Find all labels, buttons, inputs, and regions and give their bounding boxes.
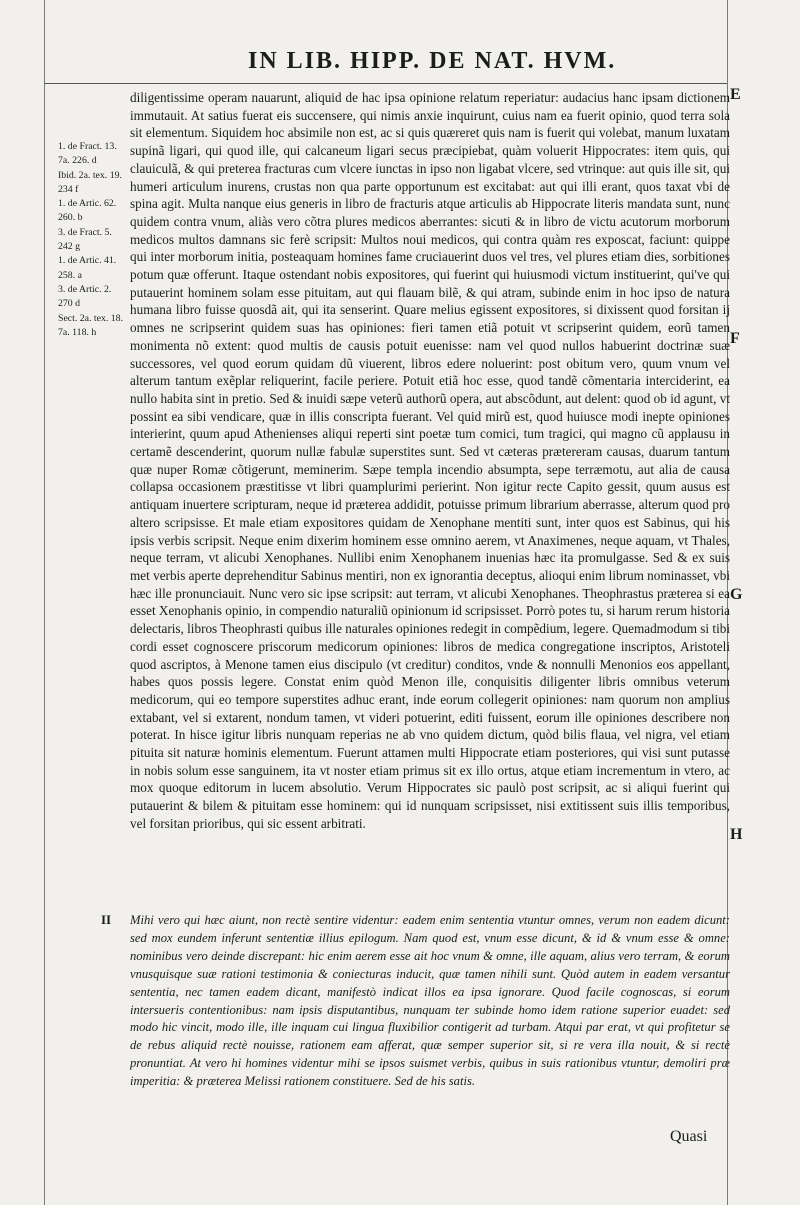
margin-note: 7a. 226. d	[58, 155, 97, 167]
margin-notes	[58, 140, 138, 340]
margin-note: 3. de Artic. 2.	[58, 283, 112, 295]
italic-paragraph: Mihi vero qui hæc aiunt, non rectè sentire videntur: eadem enim sententia vtuntur omnes, verum non eadem dicunt: sed mox eundem inferunt sententiæ illius epilogum. Nam quod est, vnum esse dicunt, & id & vnum esse & omne: nominibus vero deinde discrepant: hic enim aerem esse ait hoc vnum & omne, ille aquam, alius vero terram, & eorum vnusquisque suæ rationi testimonia & coniecturas inducit, quæ tamen nihili sunt. Quòd autem in eadem versantur sententia, nec tamen eadem dicant, manifestò indicat illos ea ipsa ignorare. Quod facile cognoscas, si eorum intersueris contentionibus: nam ipsis disputantibus, nunquam ter subinde homo idem ratione superior euadet: sed modo hic vincit, modo ille, ille inquam cui lingua fluxibilior contigerit ad turbam. Atqui par erat, vt qui profitetur se de rebus aliquid rectè nouisse, rationem eam afferat, quæ semper superior sit, si re vera illa nouit, & si rectè pronuntiat. At vero hi homines videntur mihi se ipsos suismet verbis, quibus in suis rationibus vtuntur, demoliri præ imperitia: & præterea Melissi rationem constituere. Sed de his satis.	[130, 913, 730, 1089]
margin-note: 1. de Artic. 41.	[58, 255, 117, 267]
italic-commentary	[130, 912, 730, 1091]
margin-note: 1. de Fract. 13.	[58, 141, 117, 152]
margin-note: 234 f	[58, 183, 79, 195]
main-text-block	[130, 89, 730, 833]
header-rule	[44, 83, 727, 84]
catchword: Quasi	[670, 1128, 708, 1145]
marginal-letter-h: H	[730, 826, 743, 843]
section-number: II	[101, 912, 112, 927]
margin-note: Sect. 2a. tex. 18.	[58, 312, 124, 324]
marginal-letter-g: G	[730, 586, 743, 603]
margin-note: 1. de Artic. 62.	[58, 198, 117, 210]
margin-note: 270 d	[58, 298, 81, 310]
left-margin-rule	[44, 0, 45, 1205]
margin-note: 260. b	[58, 212, 83, 224]
margin-note: 7a. 118. h	[58, 326, 97, 338]
margin-note: 3. de Fract. 5.	[58, 226, 112, 238]
running-head: IN LIB. HIPP. DE NAT. HVM.	[248, 48, 617, 74]
margin-note: 258. a	[58, 269, 82, 281]
marginal-letter-f: F	[730, 330, 740, 347]
margin-note: Ibid. 2a. tex. 19.	[58, 169, 122, 181]
margin-note: 242 g	[58, 241, 81, 253]
main-paragraph: diligentissime operam nauarunt, aliquid de hac ipsa opinione relatum reperiatur: audacius hanc ipsam dictionem immutauit. At satius fuerat eis succensere, qui nimis anxie inquirunt, cuius nam ea fuerit opinio, quod terra sola sit elementum. Siquidem hoc absimile non est, ac si quis quæreret quis nam is fuerit qui volebat, manum luxatam supinã ligari, qui quod ille, qui calcaneum ligari secus præcipiebat, quàm voluerit Hippocrates: item quis, qui clauiculã, & qui preterea fracturas cum vlcere iunctas in ipso non ligabat vlcere, sed vtrinque: aut quis ille sit, qui humeri articulum inurens, crustas non qua parte opportunum est excitabat: aut qui illi erant, quos taxat vbi de spina agit. Multa nanque eius generis in libro de fracturis atque articulis ab Hippocrate literis mandata sunt, nunc quidem contra vnum, aliàs vero cõtra plures medicos aberrantes: sicuti & in libro de victu acutorum morborum medicos multos damnans sic ferè scripsit: Multos noui medicos, qui contra quàm res exposcat, faciunt: quippe qui inter morborum initia, posteaquam homines fame cruciauerint duos vel tres, vel plures etiam dies, sorbitiones potum quæ offerunt. Itaque ostendant nobis expositores, qui fuerint qui huiusmodi victum instituerint, qui've qui putauerint hominem solam esse pituitam, aut qui flauam bilẽ, & qui atram, subinde enim in hoc ipso de natura humana libro fuisse quosdã ait, qui ita senserint. Quare melius egissent expositores, si dixissent quod forsitan ij omnes ne scripserint quidem suas has opiniones: fieri tamen etiã potuit vt scripserint quidem, eorũ tamen monimenta nõ extent: quod multis de causis potuit euenisse: nam vel quod nullos habuerint doctrinæ suæ successores, vel quod eorum quidam dũ viuerent, libros edere noluerint: post obitum vero, quum vnum vel alterum tantum exẽplar reliquerint, facile periere. Potuit etiã hoc esse, quod tandẽ cõmentaria interciderint, ea nullo habita sint in pretio. Sed & inuidi sæpe veterũ authorũ opera, aut abscõdunt, aut delent: quod ob id agunt, vt possint ea sibi vendicare, quæ in illis conscripta fuerant. Vel quid mirũ est, quod huiusce modi inepte opiniones interierint, quum apud Athenienses aliqui reperti sint poetæ tum comici, tum tragici, qui magno cũ applausu in certamẽ descenderint, quorum nullæ fabulæ superstites sunt. Sed vt cæteras prætereram causas, duarum tantum quæ nuper Romæ cõtigerunt, meminerim. Sæpe templa incendio absumpta, sepe terræmotu, aut alia de causa collapsa occasionem præstitisse vt libri quamplurimi perierint. Non igitur recte Capito gessit, quum ausus est antiquam inuertere scripturam, neque id præterea addidit, potuisse primum librarium aberrasse, alterum quod pro altero scripsisse. Et male etiam expositores quidam de Xenophane mentiti sunt, inter quos est Sabinus, qui his ipsis verbis scripsit. Neque enim dixerim hominem esse omnino aerem, vt Anaximenes, neque aquam, vt Thales, neque terram, vt alicubi Xenophanes. Nullibi enim Xenophanem inuenias hæc ita promulgasse. Sed & ex suis met verbis aperte deprehenditur Sabinus mentiri, non ex ignorantia deceptus, alioqui enim librum nominasset, vbi hæc ille pronunciauit. Nunc vero sic ipse scripsit: aut terram, vt alicubi Xenophanes. Theophrastus præterea si ea esset Xenophanis opinio, in compendio naturaliũ opinionum id scripsisset. Porrò potes tu, si harum rerum historia delectaris, libros Theophrasti quibus ille naturales opiniones redegit in compẽdium, legere. Quemadmodum si tibi cordi esset cognoscere priscorum medicorum opiniones: libros de medica congregatione inscriptos, Aristoteli quod ascriptos, à Menone tamen eius discipulo (vt creditur) conditos, vnde & nonnulli Menonios eos appellant, habes quos possis legere. Constat enim quòd Menon ille, conquisitis diligenter libris omnibus veterum medicorum, qui eo tempore superstites adhuc erant, inde eorum collegerit opiniones: nam quorum non amplius extabant, vel si extarent, nondum tamen, vt videri potuerint, editi fuissent, eorum ille opiniones describere non poterat. In hisce igitur libris nunquam reperias ne ab vno quidem dictum, quòd bilis flaua, vel nigra, vel etiam pituita sit naturæ hominis elementum. Fuerunt attamen multi Hippocrate etiam posteriores, qui visi sunt putasse in nobis solum esse sanguinem, ita vt noster etiam primus sit ex illo ortus, atque etiam incrementum in vtero, ac mox quoque editorum in lucem absolutio. Verum Hippocrates sic paulò post scripsit, ac si aliqui fuerint qui putauerint & bilem & pituitam esse hominem: qui id nunquam scripsisset, nisi extitissent suis illis temporibus, vel forsitan prioribus, qui sic essent arbitrati.	[130, 90, 730, 831]
marginal-letter-e: E	[730, 86, 741, 103]
